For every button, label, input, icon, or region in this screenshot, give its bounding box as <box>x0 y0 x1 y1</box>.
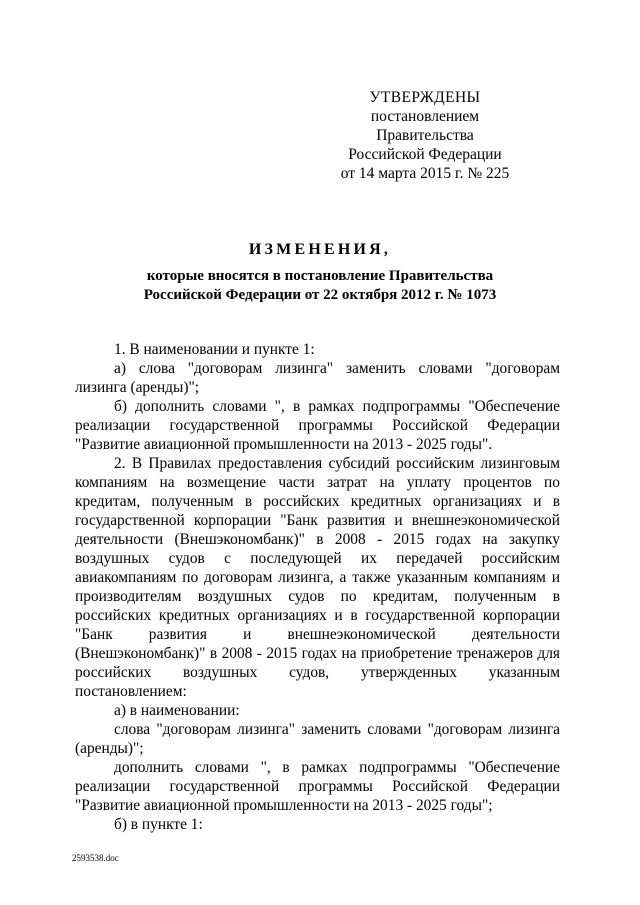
document-subtitle: Российской Федерации от 22 октября 2012 г. № 1073 <box>143 287 497 303</box>
document-subtitle: которые вносятся в постановление Правительства <box>146 268 494 284</box>
document-title: ИЗМЕНЕНИЯ, <box>248 241 392 258</box>
paragraph: дополнить словами ", в рамках подпрограммы "Обеспечение реализации государственной программы Российской Федерации "Развитие авиационной промышленности на 2013 - 2025 годы"; <box>75 759 560 814</box>
paragraph: б) дополнить словами ", в рамках подпрограммы "Обеспечение реализации государственной программы Российской Федерации "Развитие авиационной промышленности на 2013 - 2025 годы". <box>75 398 560 453</box>
paragraph: слова "договорам лизинга" заменить словами "договорам лизинга (аренды)"; <box>75 721 560 757</box>
paragraph: а) слова "договорам лизинга" заменить словами "договорам лизинга (аренды)"; <box>75 360 560 396</box>
file-name: 2593538.doc <box>72 853 119 863</box>
approval-line: постановлением Правительства <box>370 108 480 144</box>
paragraph: б) в пункте 1: <box>114 816 203 833</box>
document-body <box>75 340 560 834</box>
approval-block <box>330 88 520 183</box>
paragraph: 1. В наименовании и пункте 1: <box>114 341 315 358</box>
approval-line: Российской Федерации <box>348 146 502 163</box>
paragraph: 2. В Правилах предоставления субсидий российским лизинговым компаниям на возмещение части затрат на уплату процентов по кредитам, полученным в российских кредитных организациях и в государственной корпорации "Банк развития и внешнеэкономической деятельности (Внешэкономбанк)" в 2008 - 2015 годах на закупку воздушных судов с последующей их передачей российским авиакомпаниям по договорам лизинга, а также указанным компаниям и производителям воздушных судов по кредитам, полученным в российских кредитных организациях и в государственной корпорации "Банк развития и внешнеэкономической деятельности (Внешэкономбанк)" в 2008 - 2015 годах на приобретение тренажеров для российских воздушных судов, утвержденных указанным постановлением: <box>75 455 560 700</box>
document-heading <box>70 240 570 305</box>
approval-title: УТВЕРЖДЕНЫ <box>369 89 481 106</box>
approval-date-number: от 14 марта 2015 г. № 225 <box>340 165 510 182</box>
paragraph: а) в наименовании: <box>114 702 240 719</box>
